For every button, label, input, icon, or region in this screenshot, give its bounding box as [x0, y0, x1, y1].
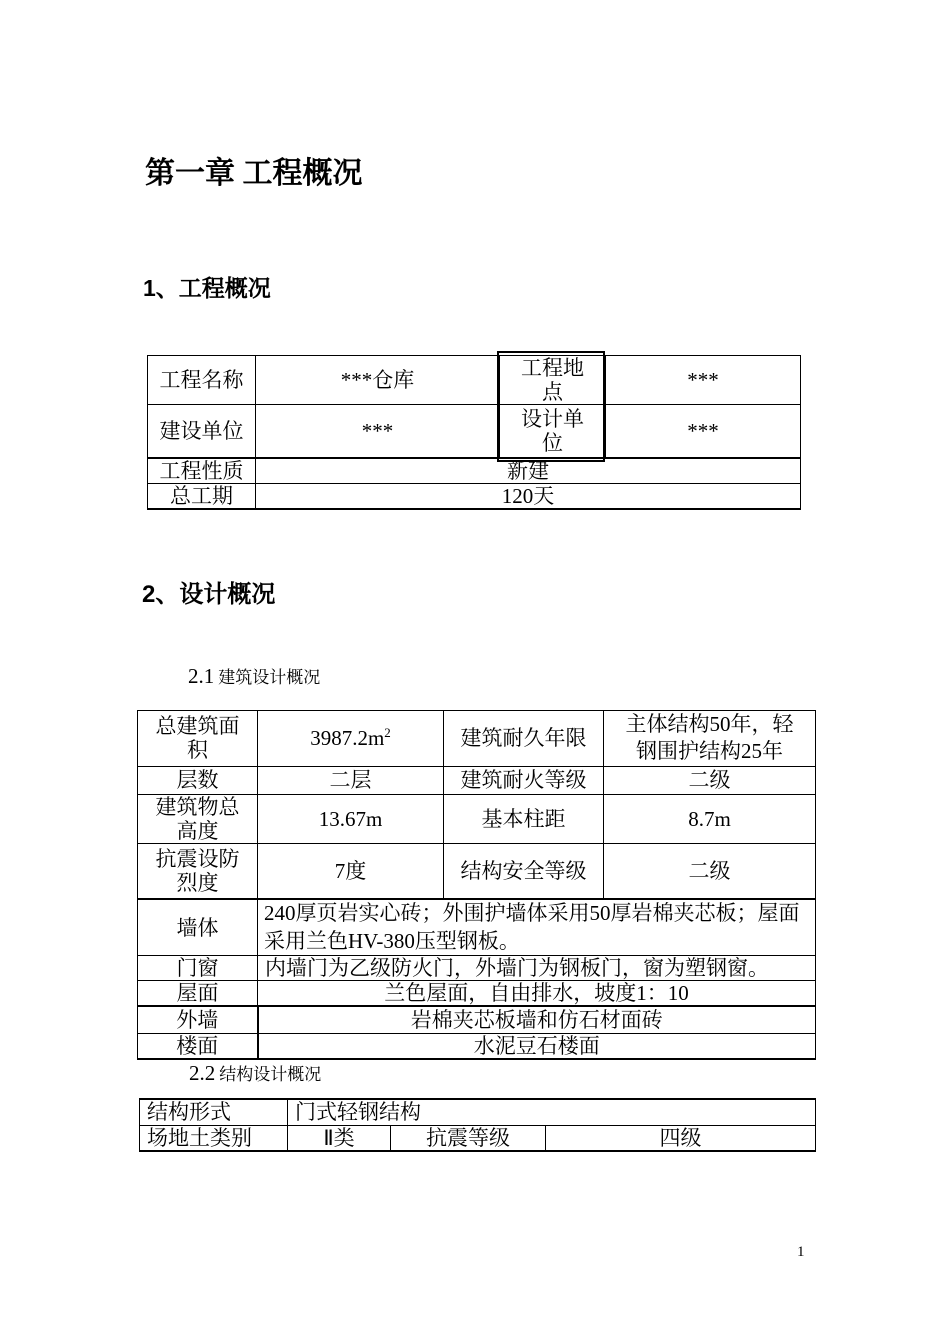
subsection-title: 结构设计概况 — [219, 1065, 322, 1084]
value-cell — [604, 711, 816, 767]
value-cell: 8.7m — [604, 794, 816, 843]
value-cell: 120天 — [256, 484, 801, 510]
table-row — [138, 1006, 816, 1033]
label-cell: 基本柱距 — [444, 794, 604, 843]
table-row — [140, 1099, 816, 1125]
label-text: 抗震设防烈度 — [155, 846, 240, 896]
superscript: 2 — [384, 725, 391, 741]
value-cell: 13.67m — [258, 794, 444, 843]
label-cell: 建筑耐火等级 — [444, 766, 604, 794]
project-overview-table-wrap — [147, 355, 801, 510]
label-cell: 结构安全等级 — [444, 843, 604, 899]
subsection-title: 建筑设计概况 — [218, 668, 321, 687]
label-cell: 建设单位 — [148, 405, 256, 458]
value-cell: ***仓库 — [256, 356, 500, 405]
label-cell: 外墙 — [138, 1006, 258, 1033]
value-text: 主体结构50年，轻钢围护结构25年 — [625, 712, 794, 764]
label-cell: 工程性质 — [148, 458, 256, 484]
table-row — [148, 458, 801, 484]
subsection-2-2-heading — [189, 1060, 321, 1086]
page-number: 1 — [797, 1244, 805, 1260]
label-text: 设计单位 — [521, 406, 584, 456]
section-2-heading: 2、设计概况 — [142, 581, 276, 608]
label-cell: 楼面 — [138, 1033, 258, 1059]
subsection-2-1-heading — [188, 663, 320, 689]
table-row — [138, 981, 816, 1007]
table-row — [148, 356, 801, 405]
value-cell: 四级 — [546, 1125, 816, 1151]
area-value: 3987.2m — [310, 726, 385, 751]
label-text: 总建筑面积 — [155, 714, 240, 763]
subsection-number: 2.1 — [188, 664, 215, 688]
section-1-heading: 1、工程概况 — [143, 275, 271, 301]
table-row — [138, 766, 816, 794]
label-cell — [500, 405, 606, 458]
value-cell: 7度 — [258, 843, 444, 899]
table-row — [138, 843, 816, 899]
project-overview-table — [147, 355, 801, 510]
value-cell: 岩棉夹芯板墙和仿石材面砖 — [258, 1006, 816, 1033]
table-row — [138, 955, 816, 980]
table-row — [138, 711, 816, 767]
table-row — [138, 1033, 816, 1059]
value-cell: 水泥豆石楼面 — [258, 1033, 816, 1059]
design-overview-table-wrap — [137, 710, 816, 1060]
structure-overview-table-wrap — [139, 1098, 816, 1152]
value-cell: 内墙门为乙级防火门，外墙门为钢板门，窗为塑钢窗。 — [258, 955, 816, 980]
value-cell: 240厚页岩实心砖；外围护墙体采用50厚岩棉夹芯板；屋面采用兰色HV-380压型钢板。 — [258, 899, 816, 955]
label-cell: 建筑耐久年限 — [444, 711, 604, 767]
table-row — [138, 794, 816, 843]
label-cell: 墙体 — [138, 899, 258, 955]
table-row — [140, 1125, 816, 1151]
value-cell: 二层 — [258, 766, 444, 794]
label-text: 建筑物总高度 — [155, 794, 240, 843]
label-cell — [138, 794, 258, 843]
value-cell: 兰色屋面，自由排水，坡度1：10 — [258, 981, 816, 1007]
label-cell — [138, 711, 258, 767]
label-cell: 结构形式 — [140, 1099, 288, 1125]
value-cell: 新建 — [256, 458, 801, 484]
structure-overview-table — [139, 1098, 816, 1152]
label-cell: 层数 — [138, 766, 258, 794]
label-cell — [138, 843, 258, 899]
value-cell: 二级 — [604, 766, 816, 794]
table-row — [148, 484, 801, 510]
value-cell: 门式轻钢结构 — [288, 1099, 816, 1125]
subsection-number: 2.2 — [189, 1061, 216, 1085]
value-cell: Ⅱ类 — [288, 1125, 391, 1151]
value-cell: 二级 — [604, 843, 816, 899]
value-cell: *** — [256, 405, 500, 458]
label-cell: 场地土类别 — [140, 1125, 288, 1151]
label-cell: 工程名称 — [148, 356, 256, 405]
value-cell — [258, 711, 444, 767]
value-cell: *** — [606, 356, 801, 405]
label-cell: 屋面 — [138, 981, 258, 1007]
design-overview-table — [137, 710, 816, 1060]
label-cell — [500, 356, 606, 405]
value-cell: *** — [606, 405, 801, 458]
table-row — [148, 405, 801, 458]
label-cell: 总工期 — [148, 484, 256, 510]
label-cell: 抗震等级 — [391, 1125, 546, 1151]
label-cell: 门窗 — [138, 955, 258, 980]
table-row — [138, 899, 816, 955]
chapter-title: 第一章 工程概况 — [145, 157, 363, 190]
label-text: 工程地点 — [521, 356, 584, 405]
